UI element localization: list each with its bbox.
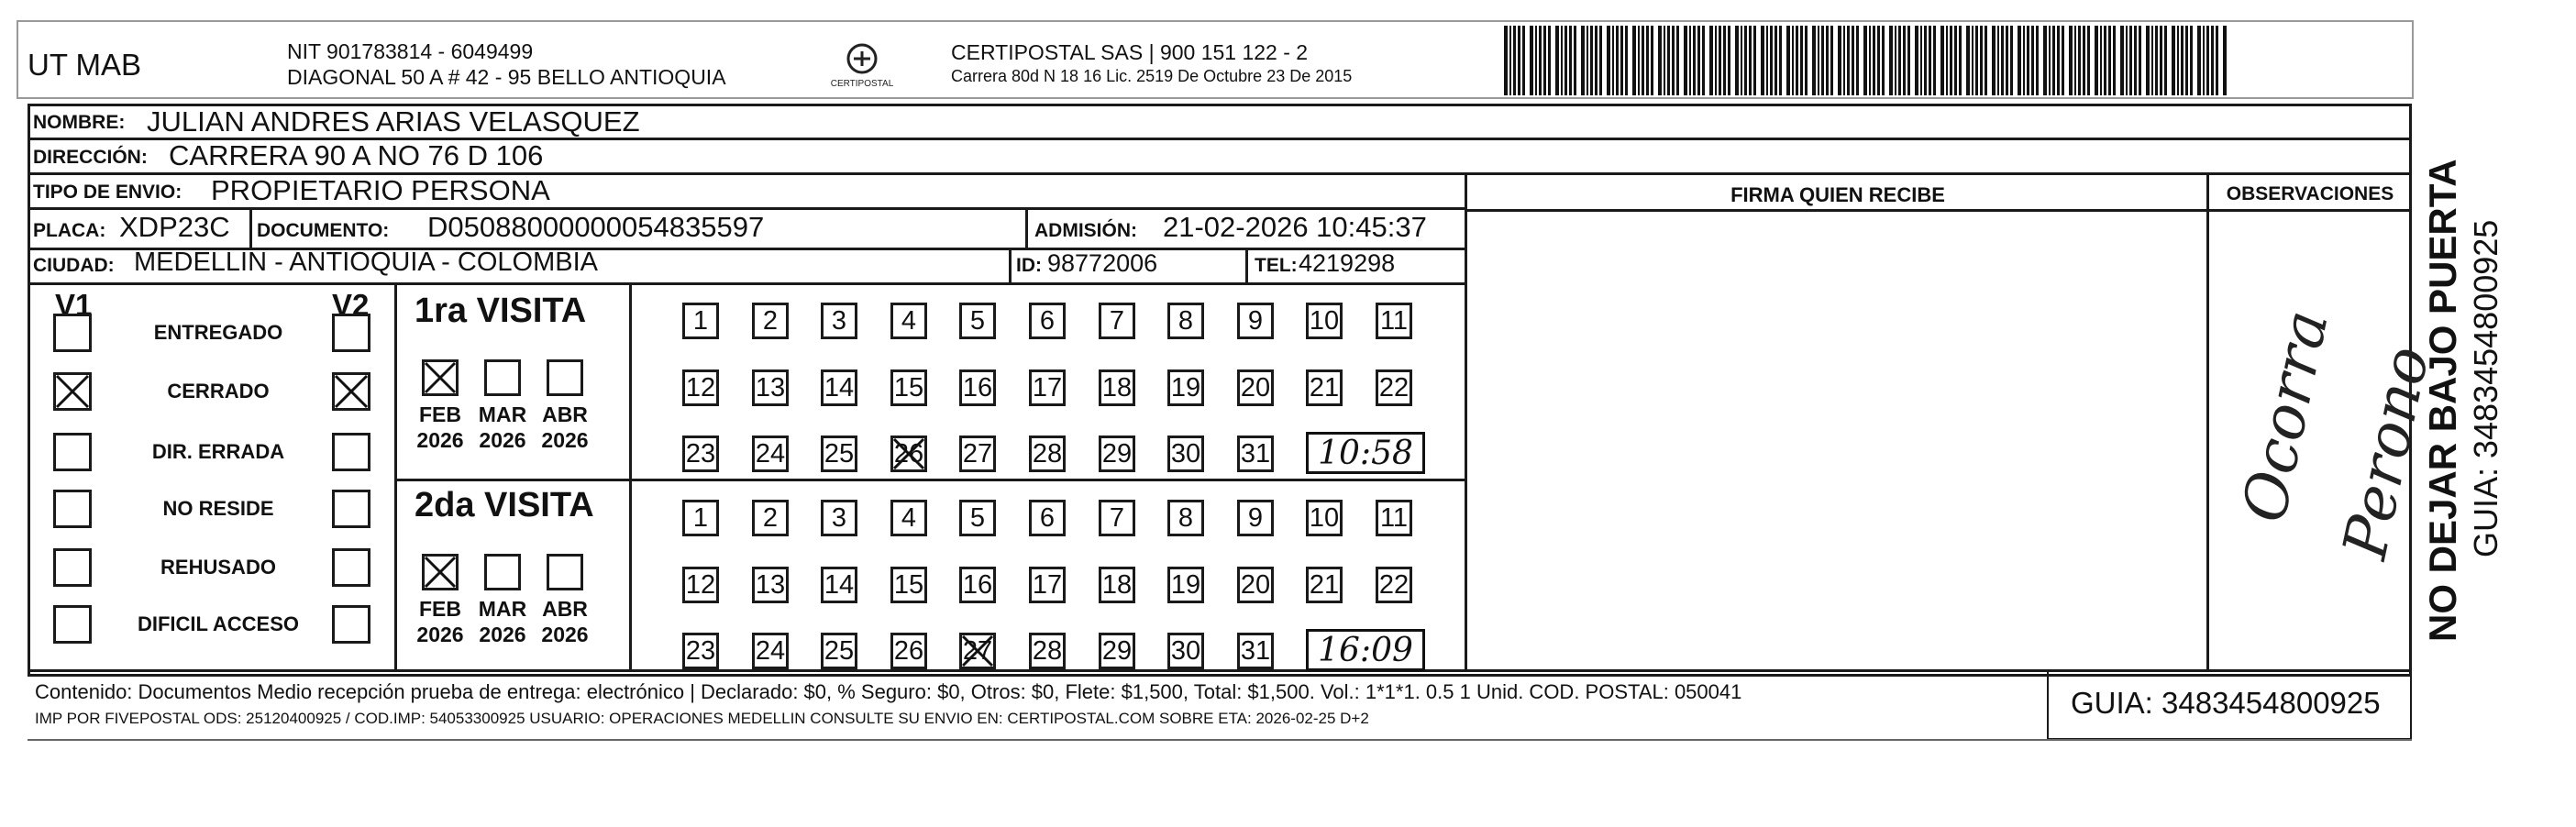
- day-box[interactable]: 4: [890, 500, 927, 536]
- day-box[interactable]: 22: [1376, 369, 1412, 406]
- month-checkbox-feb[interactable]: [422, 359, 459, 396]
- day-box[interactable]: 29: [1099, 633, 1135, 669]
- visit-time: 10:58: [1306, 432, 1425, 474]
- day-box[interactable]: 27: [959, 633, 996, 669]
- month-label: FEB: [419, 597, 461, 621]
- day-box[interactable]: 22: [1376, 567, 1412, 603]
- v2-checkbox[interactable]: [332, 433, 370, 471]
- month-label: ABR: [542, 597, 588, 621]
- day-box[interactable]: 11: [1376, 303, 1412, 339]
- v2-checkbox[interactable]: [332, 314, 370, 352]
- day-box[interactable]: 2: [752, 303, 789, 339]
- day-box[interactable]: 23: [682, 436, 719, 472]
- svg-text:CERTIPOSTAL: CERTIPOSTAL: [830, 79, 894, 89]
- day-box[interactable]: 7: [1099, 303, 1135, 339]
- name-label: NOMBRE:: [33, 112, 126, 133]
- day-box[interactable]: 17: [1029, 369, 1066, 406]
- carrier-license: Carrera 80d N 18 16 Lic. 2519 De Octubre 23 De 2015: [951, 67, 1353, 85]
- footer-print-info: IMP POR FIVEPOSTAL ODS: 25120400925 / COD.IMP: 54053300925 USUARIO: OPERACIONES MEDELLIN CONSULTE SU ENVIO EN: CERTIPOSTAL.COM SOBRE ETA: 2026-02-25 D+2: [35, 710, 1369, 727]
- day-box[interactable]: 24: [752, 633, 789, 669]
- day-box[interactable]: 15: [890, 369, 927, 406]
- visit2-title: 2da VISITA: [415, 486, 594, 524]
- city-value: MEDELLIN - ANTIOQUIA - COLOMBIA: [134, 248, 598, 277]
- plate-value: XDP23C: [119, 211, 230, 243]
- day-box[interactable]: 3: [821, 500, 857, 536]
- day-box[interactable]: 9: [1237, 500, 1274, 536]
- day-box[interactable]: 28: [1029, 436, 1066, 472]
- v2-checkbox[interactable]: [332, 372, 370, 411]
- day-box[interactable]: 21: [1306, 567, 1343, 603]
- sender-address: DIAGONAL 50 A # 42 - 95 BELLO ANTIOQUIA: [287, 65, 726, 89]
- v1-checkbox[interactable]: [53, 433, 92, 471]
- id-label: ID:: [1016, 255, 1042, 276]
- day-box[interactable]: 26: [890, 436, 927, 472]
- day-box[interactable]: 1: [682, 500, 719, 536]
- day-box[interactable]: 8: [1167, 303, 1204, 339]
- signature-header: FIRMA QUIEN RECIBE: [1730, 183, 1945, 206]
- visit-time: 16:09: [1306, 629, 1425, 671]
- visit1-title: 1ra VISITA: [415, 292, 587, 330]
- document-label: DOCUMENTO:: [257, 220, 390, 241]
- admission-value: 21-02-2026 10:45:37: [1163, 211, 1427, 243]
- day-box[interactable]: 15: [890, 567, 927, 603]
- status-label: DIFICIL ACCESO: [137, 612, 299, 635]
- day-box[interactable]: 16: [959, 369, 996, 406]
- certipostal-logo: [830, 40, 894, 95]
- day-box[interactable]: 13: [752, 567, 789, 603]
- month-year: 2026: [479, 428, 526, 452]
- day-box[interactable]: 25: [821, 633, 857, 669]
- v2-header: V2: [332, 288, 370, 322]
- day-box[interactable]: 6: [1029, 303, 1066, 339]
- month-checkbox-abr[interactable]: [547, 359, 583, 396]
- status-label: REHUSADO: [160, 556, 276, 579]
- day-box[interactable]: 3: [821, 303, 857, 339]
- day-box[interactable]: 14: [821, 567, 857, 603]
- month-checkbox-abr[interactable]: [547, 554, 583, 590]
- day-box[interactable]: 12: [682, 369, 719, 406]
- sender-name: UT MAB: [28, 48, 142, 82]
- status-label: ENTREGADO: [153, 321, 283, 344]
- month-year: 2026: [541, 428, 589, 452]
- v2-checkbox[interactable]: [332, 605, 370, 644]
- day-box[interactable]: 23: [682, 633, 719, 669]
- day-box[interactable]: 30: [1167, 633, 1204, 669]
- shipment-type: PROPIETARIO PERSONA: [211, 174, 550, 206]
- admission-label: ADMISIÓN:: [1034, 220, 1137, 241]
- id-value: 98772006: [1047, 249, 1158, 277]
- v1-checkbox[interactable]: [53, 548, 92, 587]
- plate-label: PLACA:: [33, 220, 106, 241]
- address-label: DIRECCIÓN:: [33, 147, 148, 168]
- day-box[interactable]: 16: [959, 567, 996, 603]
- month-checkbox-mar[interactable]: [484, 554, 521, 590]
- day-box[interactable]: 31: [1237, 633, 1274, 669]
- sender-nit: NIT 901783814 - 6049499: [287, 39, 534, 63]
- day-box[interactable]: 28: [1029, 633, 1066, 669]
- month-year: 2026: [416, 623, 464, 646]
- month-label: ABR: [542, 402, 588, 426]
- day-box[interactable]: 18: [1099, 567, 1135, 603]
- day-box[interactable]: 12: [682, 567, 719, 603]
- month-year: 2026: [416, 428, 464, 452]
- v1-checkbox[interactable]: [53, 372, 92, 411]
- city-label: CIUDAD:: [33, 255, 115, 276]
- day-box[interactable]: 25: [821, 436, 857, 472]
- day-box[interactable]: 19: [1167, 369, 1204, 406]
- day-box[interactable]: 10: [1306, 303, 1343, 339]
- tel-value: 4219298: [1299, 249, 1396, 277]
- observation-handwriting-2: Perono: [2329, 340, 2443, 566]
- recipient-address: CARRERA 90 A NO 76 D 106: [169, 139, 544, 171]
- day-box[interactable]: 18: [1099, 369, 1135, 406]
- day-box[interactable]: 5: [959, 303, 996, 339]
- day-box[interactable]: 19: [1167, 567, 1204, 603]
- day-box[interactable]: 1: [682, 303, 719, 339]
- day-box[interactable]: 4: [890, 303, 927, 339]
- side-warning: NO DEJAR BAJO PUERTA: [2421, 159, 2464, 642]
- v1-checkbox[interactable]: [53, 490, 92, 528]
- day-box[interactable]: 13: [752, 369, 789, 406]
- day-box[interactable]: 21: [1306, 369, 1343, 406]
- status-label: DIR. ERRADA: [151, 440, 285, 463]
- tel-label: TEL:: [1255, 255, 1298, 276]
- month-checkbox-feb[interactable]: [422, 554, 459, 590]
- day-box[interactable]: 6: [1029, 500, 1066, 536]
- day-box[interactable]: 31: [1237, 436, 1274, 472]
- day-box[interactable]: 17: [1029, 567, 1066, 603]
- day-box[interactable]: 10: [1306, 500, 1343, 536]
- barcode: [1504, 26, 2228, 95]
- v1-checkbox[interactable]: [53, 314, 92, 352]
- observations-header: OBSERVACIONES: [2226, 183, 2394, 204]
- v2-checkbox[interactable]: [332, 548, 370, 587]
- side-guia: GUIA: 3483454800925: [2467, 219, 2504, 557]
- day-box[interactable]: 9: [1237, 303, 1274, 339]
- day-box[interactable]: 20: [1237, 567, 1274, 603]
- observation-handwriting-1: Ocorra: [2228, 303, 2342, 529]
- document-value: D050880000000548355​97: [427, 211, 765, 243]
- status-label: CERRADO: [167, 380, 270, 402]
- footer-contents: Contenido: Documentos Medio recepción prueba de entrega: electrónico | Declarado: $0, % Seguro: $0, Otros: $0, Flete: $1,500, Total: $1,500. Vol.: 1*1*1. 0.5 1 Unid. COD. POSTAL: 050041: [35, 680, 1742, 703]
- day-box[interactable]: 14: [821, 369, 857, 406]
- v2-checkbox[interactable]: [332, 490, 370, 528]
- day-box[interactable]: 8: [1167, 500, 1204, 536]
- day-box[interactable]: 29: [1099, 436, 1135, 472]
- day-box[interactable]: 5: [959, 500, 996, 536]
- month-year: 2026: [479, 623, 526, 646]
- day-box[interactable]: 26: [890, 633, 927, 669]
- v1-header: V1: [55, 288, 93, 322]
- day-box[interactable]: 2: [752, 500, 789, 536]
- month-checkbox-mar[interactable]: [484, 359, 521, 396]
- footer-guia: GUIA: 3483454800925: [2071, 686, 2381, 720]
- month-label: MAR: [478, 597, 527, 621]
- day-box[interactable]: 24: [752, 436, 789, 472]
- status-label: NO RESIDE: [162, 497, 274, 520]
- month-label: FEB: [419, 402, 461, 426]
- day-box[interactable]: 11: [1376, 500, 1412, 536]
- day-box[interactable]: 27: [959, 436, 996, 472]
- month-label: MAR: [478, 402, 527, 426]
- day-box[interactable]: 20: [1237, 369, 1274, 406]
- day-box[interactable]: 7: [1099, 500, 1135, 536]
- v1-checkbox[interactable]: [53, 605, 92, 644]
- carrier-company: CERTIPOSTAL SAS | 900 151 122 - 2: [951, 40, 1309, 64]
- recipient-name: JULIAN ANDRES ARIAS VELASQUEZ: [147, 105, 640, 138]
- type-label: TIPO DE ENVIO:: [33, 182, 182, 203]
- month-year: 2026: [541, 623, 589, 646]
- day-box[interactable]: 30: [1167, 436, 1204, 472]
